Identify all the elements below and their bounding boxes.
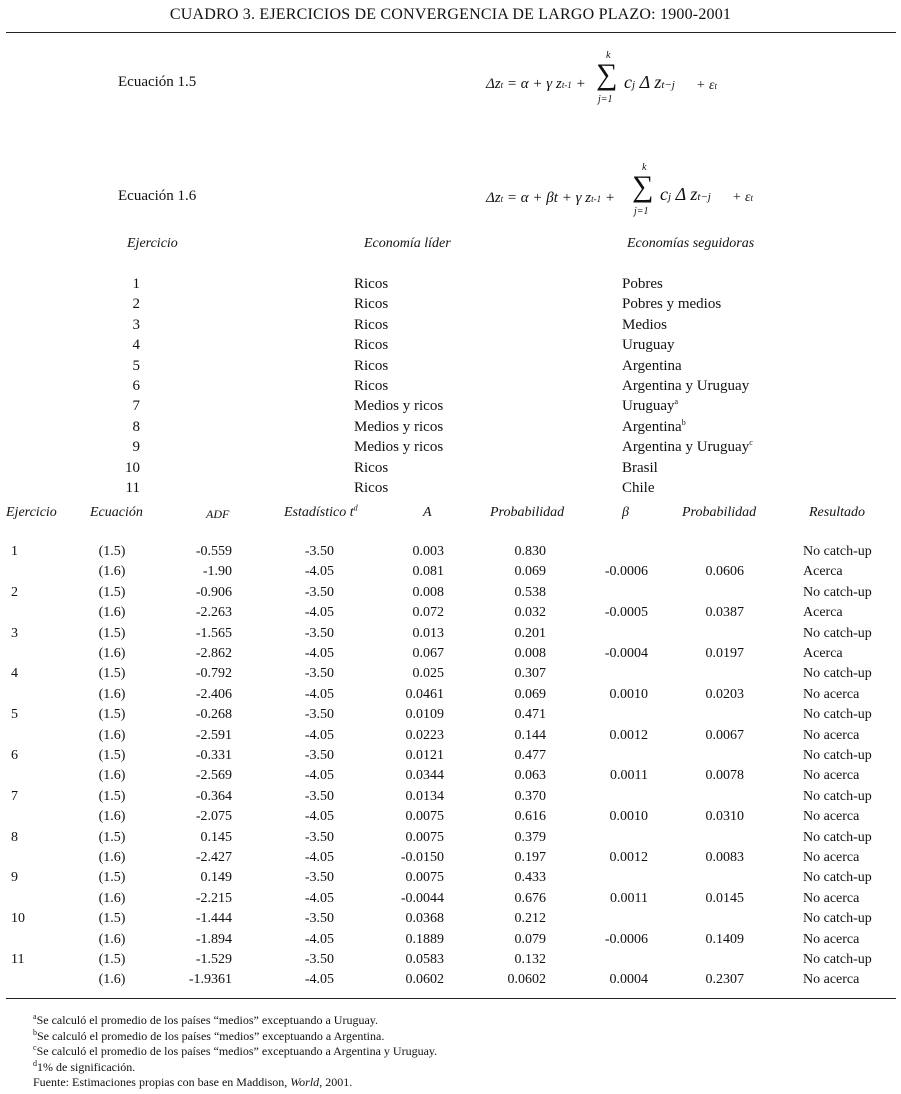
t2-cell-ec: (1.6) xyxy=(98,605,126,621)
t2-cell-a: 0.0109 xyxy=(405,707,444,723)
t1-ejercicio: 4 xyxy=(132,337,140,354)
t2-cell-est: -4.05 xyxy=(304,686,334,702)
t2-cell-p1: 0.008 xyxy=(514,646,546,661)
t2-cell-ec: (1.6) xyxy=(98,564,126,580)
t2-cell-ec: (1.5) xyxy=(98,870,126,886)
t1-seguidoras-text: Chile xyxy=(622,480,655,496)
t2-cell-adf: -1.565 xyxy=(195,625,232,641)
t2-cell-est: -3.50 xyxy=(304,544,334,559)
t1-seguidoras xyxy=(622,398,678,415)
t2-cell-res: Acerca xyxy=(803,564,843,580)
t2-cell-adf: -0.331 xyxy=(195,748,232,763)
t2-cell-p2: 0.0067 xyxy=(705,727,744,743)
t1-lider: Ricos xyxy=(354,459,389,476)
t2-cell-adf: -1.9361 xyxy=(188,972,232,988)
t2-cell-beta: 0.0010 xyxy=(609,809,648,825)
equation-1-6-formula: Δzt = α + βt + γ zt-1 + k ∑ j=1 cj Δ zt−j + εt xyxy=(486,162,753,217)
t1-lider: Ricos xyxy=(354,276,389,292)
t2-cell-beta: 0.0010 xyxy=(609,686,648,702)
t2-cell-beta: -0.0005 xyxy=(604,605,648,621)
t2-cell-res: No catch-up xyxy=(803,707,872,723)
t2-cell-p1: 0.307 xyxy=(514,666,546,682)
t2-cell-p1: 0.144 xyxy=(514,727,546,743)
t2-cell-res: No acerca xyxy=(803,850,860,865)
t1-seguidoras-text: Argentina y Uruguay xyxy=(622,439,750,456)
t2-cell-beta: -0.0006 xyxy=(604,564,648,580)
t1-seguidoras-text: Pobres y medios xyxy=(622,296,722,313)
t2-cell-est: -4.05 xyxy=(304,972,334,988)
t1-seguidoras-text: Argentina xyxy=(622,357,682,374)
t2-cell-p1: 0.212 xyxy=(514,911,546,927)
t2-cell-adf: -0.792 xyxy=(195,666,232,682)
t2-cell-ej: 6 xyxy=(11,748,18,763)
t2-cell-adf: -0.559 xyxy=(195,544,232,559)
t2-cell-p2: 0.0083 xyxy=(705,850,744,865)
t1-header-seguidoras: Economías seguidoras xyxy=(627,236,755,251)
t2-cell-beta: -0.0006 xyxy=(604,931,648,947)
t2-cell-a: 0.0075 xyxy=(405,809,444,825)
top-rule xyxy=(6,32,896,33)
t2-cell-adf: -2.862 xyxy=(195,646,232,661)
t2-cell-a: 0.0075 xyxy=(405,829,444,845)
t2-cell-beta: 0.0011 xyxy=(610,890,648,906)
t2-cell-res: No catch-up xyxy=(803,666,872,682)
t2-cell-p1: 0.132 xyxy=(514,952,546,967)
t1-lider: Ricos xyxy=(354,316,389,333)
t2-cell-beta: 0.0011 xyxy=(610,768,648,784)
t2-cell-a: 0.067 xyxy=(412,646,444,661)
equation-1-5-formula: Δzt = α + γ zt-1 + k ∑ j=1 cj Δ zt−j + εt xyxy=(486,50,717,105)
t2-cell-adf: -2.427 xyxy=(195,850,232,865)
t2-cell-p1: 0.0602 xyxy=(507,972,546,988)
t2-header-ecuacion: Ecuación xyxy=(90,505,143,520)
footnote xyxy=(33,1060,135,1075)
t2-cell-ec: (1.6) xyxy=(98,890,126,906)
table-title: CUADRO 3. EJERCICIOS DE CONVERGENCIA DE LARGO PLAZO: 1900-2001 xyxy=(169,6,732,23)
t1-ejercicio: 9 xyxy=(132,439,140,456)
t2-cell-p1: 0.370 xyxy=(514,788,546,804)
t2-header-resultado: Resultado xyxy=(809,505,865,520)
t2-cell-p1: 0.201 xyxy=(514,625,546,641)
t1-ejercicio: 6 xyxy=(132,378,140,394)
t2-cell-p1: 0.471 xyxy=(514,707,546,723)
t2-cell-a: 0.0223 xyxy=(405,727,444,743)
t1-seguidoras xyxy=(622,419,686,436)
t2-cell-p1: 0.032 xyxy=(514,605,546,621)
t1-seguidoras-text: Uruguay xyxy=(622,337,675,354)
t1-ejercicio: 3 xyxy=(132,316,140,333)
t2-cell-ec: (1.6) xyxy=(98,931,126,947)
t2-cell-est: -4.05 xyxy=(304,931,334,947)
t2-cell-adf: -1.529 xyxy=(195,952,232,967)
t1-lider: Ricos xyxy=(354,378,389,394)
t2-cell-est: -4.05 xyxy=(304,768,334,784)
footnote xyxy=(33,1013,378,1028)
footnote xyxy=(33,1029,384,1044)
t2-cell-res: No acerca xyxy=(803,972,860,988)
t1-ejercicio: 2 xyxy=(132,296,140,313)
source-note xyxy=(33,1075,352,1090)
t2-cell-ec: (1.5) xyxy=(98,788,126,804)
t2-cell-ec: (1.6) xyxy=(98,646,126,661)
t2-cell-p1: 0.433 xyxy=(514,870,546,886)
t2-cell-p2: 0.0197 xyxy=(705,646,744,661)
t1-footnote-mark: c xyxy=(749,438,753,448)
t2-cell-ec: (1.6) xyxy=(98,809,126,825)
t2-cell-res: No acerca xyxy=(803,931,860,947)
footnote-mark: b xyxy=(33,1027,37,1037)
t2-cell-est: -4.05 xyxy=(304,646,334,661)
t1-footnote-mark: b xyxy=(681,417,686,427)
t2-cell-a: 0.0344 xyxy=(405,768,444,784)
t2-cell-beta: 0.0012 xyxy=(609,850,648,865)
t1-lider: Medios y ricos xyxy=(354,398,444,415)
t2-cell-est: -3.50 xyxy=(304,625,334,641)
t1-seguidoras xyxy=(622,378,749,395)
t2-cell-res: No catch-up xyxy=(803,911,872,927)
t2-cell-res: No acerca xyxy=(803,809,860,825)
footnote xyxy=(33,1044,437,1059)
t2-cell-p2: 0.0387 xyxy=(705,605,744,621)
t2-cell-adf: -2.263 xyxy=(195,605,232,621)
t2-cell-ej: 9 xyxy=(11,870,18,886)
t2-cell-res: No catch-up xyxy=(803,870,872,886)
t2-cell-a: 0.081 xyxy=(412,564,444,580)
footnote-text: Se calculó el promedio de los países “medios” exceptuando a Uruguay. xyxy=(36,1013,379,1027)
t2-cell-est: -3.50 xyxy=(304,829,334,845)
equation-1-6-label: Ecuación 1.6 xyxy=(118,188,197,204)
t1-seguidoras xyxy=(622,337,675,354)
t2-header-estadistico xyxy=(284,505,358,521)
t2-cell-est: -4.05 xyxy=(304,890,334,906)
t2-cell-res: Acerca xyxy=(803,605,843,621)
t2-cell-ec: (1.5) xyxy=(98,625,126,641)
t1-ejercicio: 5 xyxy=(132,357,140,374)
t2-cell-res: No acerca xyxy=(803,727,860,743)
t2-cell-p1: 0.676 xyxy=(514,890,546,906)
footnote-text: Se calculó el promedio de los países “medios” exceptuando a Argentina. xyxy=(37,1028,385,1043)
t1-seguidoras-text: Uruguay xyxy=(622,398,675,415)
t2-cell-adf: 0.149 xyxy=(200,870,232,886)
t2-cell-a: 0.1889 xyxy=(405,931,444,947)
t2-cell-res: No catch-up xyxy=(803,748,872,763)
footnote-text: Se calculó el promedio de los países “medios” exceptuando a Argentina y Uruguay. xyxy=(36,1044,438,1058)
t1-lider: Ricos xyxy=(354,357,389,374)
t2-cell-res: No acerca xyxy=(803,890,860,906)
t2-cell-a: -0.0044 xyxy=(400,890,444,906)
t2-cell-res: No catch-up xyxy=(803,952,872,967)
t2-cell-ec: (1.5) xyxy=(98,707,126,723)
footnote-mark: c xyxy=(33,1043,37,1052)
t2-cell-est: -3.50 xyxy=(304,788,334,804)
t2-cell-ej: 4 xyxy=(11,666,18,682)
t2-cell-a: 0.0134 xyxy=(405,788,444,804)
t2-header-adf: ADF xyxy=(206,507,230,521)
t2-cell-ec: (1.5) xyxy=(98,829,126,845)
t1-lider: Medios y ricos xyxy=(354,439,444,456)
t1-seguidoras-text: Argentina xyxy=(622,418,682,435)
t2-cell-res: No catch-up xyxy=(803,625,872,641)
t2-cell-ej: 2 xyxy=(11,584,18,600)
t2-cell-adf: -1.444 xyxy=(195,911,232,927)
t1-lider: Ricos xyxy=(354,480,389,496)
t2-cell-est: -3.50 xyxy=(304,870,334,886)
t2-cell-a: 0.0602 xyxy=(405,972,444,988)
t2-header-a: A xyxy=(423,505,432,520)
t1-seguidoras-text: Pobres xyxy=(622,276,663,292)
t2-cell-est: -3.50 xyxy=(304,584,334,600)
t2-header-estadistico-sup: d xyxy=(353,503,358,513)
t2-cell-ec: (1.5) xyxy=(98,544,126,559)
t2-cell-ec: (1.5) xyxy=(98,666,126,682)
t2-cell-p2: 0.0606 xyxy=(705,564,744,580)
t2-cell-a: 0.013 xyxy=(412,625,444,641)
t2-cell-adf: -1.90 xyxy=(202,564,232,580)
t1-lider: Medios y ricos xyxy=(354,418,444,435)
t2-cell-est: -4.05 xyxy=(304,727,334,743)
t2-cell-est: -3.50 xyxy=(304,911,334,927)
t2-cell-p2: 0.0203 xyxy=(705,686,744,702)
t2-cell-p1: 0.069 xyxy=(514,686,546,702)
t2-cell-a: 0.0368 xyxy=(405,911,444,927)
t1-ejercicio: 11 xyxy=(125,480,140,496)
footnote-text: 1% de significación. xyxy=(37,1059,136,1074)
t1-header-ejercicio: Ejercicio xyxy=(127,236,178,251)
t2-cell-a: 0.003 xyxy=(412,544,444,559)
t2-cell-p1: 0.079 xyxy=(514,931,546,947)
footnote-mark: d xyxy=(33,1058,37,1068)
t2-header-probabilidad-1: Probabilidad xyxy=(490,505,565,520)
t1-header-lider: Economía líder xyxy=(364,236,451,251)
t2-cell-res: Acerca xyxy=(803,646,843,661)
t2-cell-ej: 1 xyxy=(11,544,18,559)
t1-ejercicio: 10 xyxy=(125,459,140,476)
source-prefix: Fuente: Estimaciones propias con base en Maddison, xyxy=(33,1075,291,1089)
t2-cell-p1: 0.477 xyxy=(514,748,546,763)
t2-cell-a: -0.0150 xyxy=(400,850,444,865)
t1-ejercicio: 8 xyxy=(132,418,140,435)
t2-cell-adf: -2.075 xyxy=(195,809,232,825)
t2-cell-p2: 0.1409 xyxy=(705,931,744,947)
source-work: World xyxy=(290,1075,320,1089)
t2-cell-ec: (1.5) xyxy=(98,911,126,927)
t1-seguidoras xyxy=(622,358,682,375)
t2-cell-p2: 0.0078 xyxy=(705,768,744,784)
source-suffix: , 2001. xyxy=(319,1075,353,1089)
t2-cell-p1: 0.616 xyxy=(514,809,546,825)
t2-cell-ec: (1.6) xyxy=(98,850,126,865)
t2-cell-res: No acerca xyxy=(803,686,860,702)
t1-seguidoras-text: Argentina y Uruguay xyxy=(622,378,750,394)
t2-cell-res: No catch-up xyxy=(803,584,872,600)
t2-cell-res: No catch-up xyxy=(803,788,872,804)
t2-cell-adf: -0.364 xyxy=(195,788,232,804)
t1-seguidoras xyxy=(622,317,667,334)
t2-cell-adf: -0.268 xyxy=(195,707,232,723)
t1-seguidoras-text: Medios xyxy=(622,316,667,333)
t2-cell-ej: 11 xyxy=(11,952,25,967)
t2-header-estadistico-text: Estadístico t xyxy=(284,505,354,520)
t2-cell-ec: (1.5) xyxy=(98,584,126,600)
t2-cell-adf: -2.591 xyxy=(195,727,232,743)
t1-seguidoras xyxy=(622,480,655,497)
t2-cell-p1: 0.830 xyxy=(514,544,546,559)
t2-cell-p1: 0.063 xyxy=(514,768,546,784)
t2-cell-adf: -2.569 xyxy=(195,768,232,784)
bottom-rule xyxy=(6,998,896,999)
t2-header-ejercicio: Ejercicio xyxy=(6,505,57,520)
t2-cell-ej: 5 xyxy=(11,707,18,723)
t2-cell-ec: (1.5) xyxy=(98,748,126,763)
t2-cell-a: 0.008 xyxy=(412,584,444,600)
t2-cell-adf: -2.215 xyxy=(195,890,232,906)
t2-cell-est: -3.50 xyxy=(304,707,334,723)
t2-cell-beta: -0.0004 xyxy=(604,646,648,661)
t2-cell-adf: -2.406 xyxy=(195,686,232,702)
t2-cell-a: 0.0121 xyxy=(405,748,444,763)
t2-cell-a: 0.072 xyxy=(412,605,444,621)
t2-cell-est: -3.50 xyxy=(304,666,334,682)
t2-cell-p1: 0.538 xyxy=(514,584,546,600)
t2-cell-res: No catch-up xyxy=(803,544,872,559)
footnote-mark: a xyxy=(33,1012,37,1021)
t1-ejercicio: 1 xyxy=(132,276,140,292)
t2-cell-adf: -1.894 xyxy=(195,931,232,947)
t2-cell-ec: (1.6) xyxy=(98,686,126,702)
t2-cell-p1: 0.069 xyxy=(514,564,546,580)
t2-cell-res: No catch-up xyxy=(803,829,872,845)
equation-1-5-label: Ecuación 1.5 xyxy=(118,74,197,90)
t2-cell-est: -3.50 xyxy=(304,952,334,967)
t2-cell-ec: (1.5) xyxy=(98,952,126,967)
t2-cell-est: -3.50 xyxy=(304,748,334,763)
t2-cell-a: 0.0075 xyxy=(405,870,444,886)
t2-cell-ej: 7 xyxy=(11,788,18,804)
t2-cell-p1: 0.197 xyxy=(514,850,546,865)
t2-cell-p1: 0.379 xyxy=(514,829,546,845)
t2-cell-a: 0.0583 xyxy=(405,952,444,967)
t1-lider: Ricos xyxy=(354,337,389,354)
t2-cell-p2: 0.0310 xyxy=(705,809,744,825)
t2-cell-a: 0.025 xyxy=(412,666,444,682)
t2-cell-ej: 10 xyxy=(11,911,25,927)
t2-cell-p2: 0.0145 xyxy=(705,890,744,906)
t2-cell-beta: 0.0004 xyxy=(609,972,648,988)
t2-cell-a: 0.0461 xyxy=(405,686,444,702)
t2-cell-adf: 0.145 xyxy=(200,829,232,845)
t2-cell-res: No acerca xyxy=(803,768,860,784)
t2-cell-ej: 8 xyxy=(11,829,18,845)
t2-cell-ej: 3 xyxy=(11,625,18,641)
t1-footnote-mark: a xyxy=(674,397,679,407)
t2-cell-est: -4.05 xyxy=(304,605,334,621)
t2-cell-est: -4.05 xyxy=(304,809,334,825)
t2-cell-est: -4.05 xyxy=(304,850,334,865)
t1-seguidoras xyxy=(622,460,658,477)
t2-cell-beta: 0.0012 xyxy=(609,727,648,743)
t1-seguidoras xyxy=(622,296,721,313)
t2-cell-ec: (1.6) xyxy=(98,727,126,743)
t2-cell-ec: (1.6) xyxy=(98,972,126,988)
t2-header-probabilidad-2: Probabilidad xyxy=(682,505,757,520)
t1-lider: Ricos xyxy=(354,296,389,313)
t2-cell-p2: 0.2307 xyxy=(705,972,744,988)
t1-seguidoras-text: Brasil xyxy=(622,459,658,476)
t2-cell-adf: -0.906 xyxy=(195,584,232,600)
t1-ejercicio: 7 xyxy=(132,398,140,415)
t2-header-beta: β xyxy=(622,505,629,520)
t2-cell-ec: (1.6) xyxy=(98,768,126,784)
t1-seguidoras xyxy=(622,439,753,456)
t2-cell-est: -4.05 xyxy=(304,564,334,580)
t1-seguidoras xyxy=(622,276,663,293)
